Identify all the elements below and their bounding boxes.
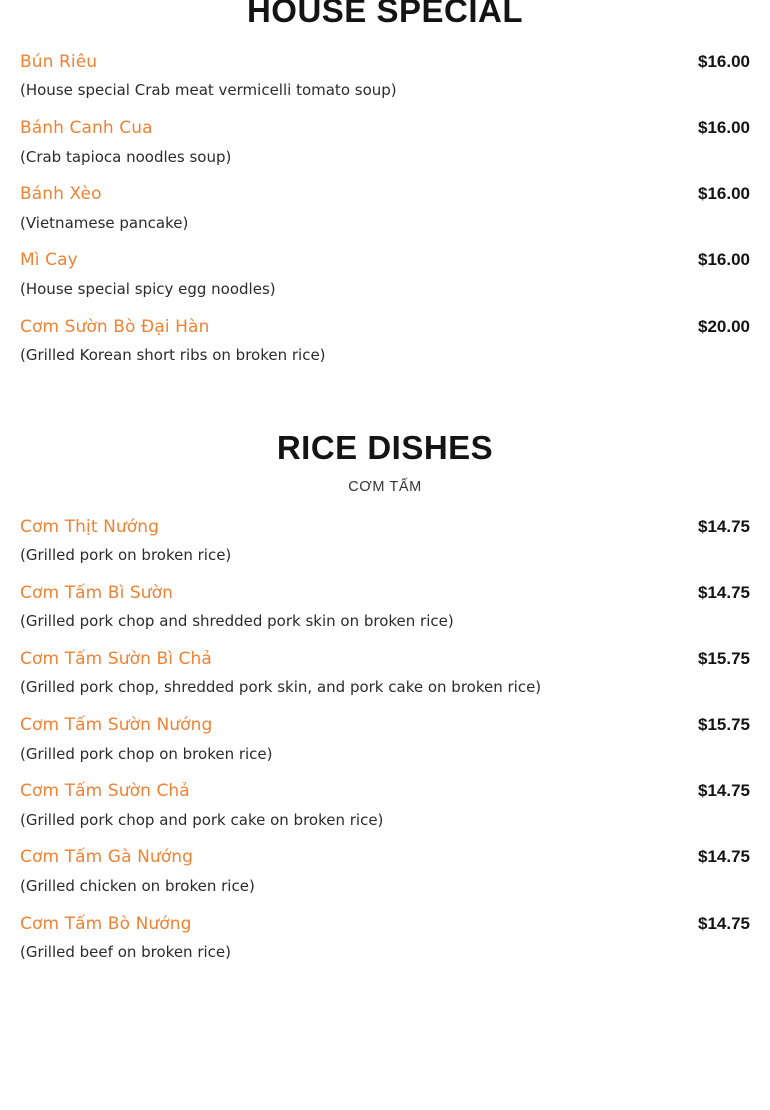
- section-title-house-special: HOUSE SPECIAL: [246, 0, 524, 29]
- menu-item-name: Bánh Xèo: [20, 184, 102, 205]
- section-items-rice-dishes: [20, 517, 750, 962]
- menu-item-name: Cơm Tấm Bò Nướng: [20, 913, 192, 934]
- menu-item-name: Cơm Tấm Sườn Chả: [20, 781, 190, 802]
- menu-item-row: [20, 184, 750, 204]
- section-items-house-special: [20, 52, 750, 365]
- menu-item-row: [20, 52, 750, 72]
- menu-item-price: $14.75: [698, 847, 750, 867]
- menu-item-price: $16.00: [698, 250, 750, 270]
- menu-item[interactable]: [20, 52, 750, 100]
- menu-item-name: Cơm Sườn Bò Đại Hàn: [20, 316, 210, 337]
- menu-item-price: $15.75: [698, 715, 750, 735]
- menu-item-description: (House special Crab meat vermicelli tomato soup): [20, 81, 397, 100]
- menu-item[interactable]: [20, 715, 750, 763]
- menu-item-name: Bánh Canh Cua: [20, 118, 153, 139]
- menu-item[interactable]: [20, 317, 750, 365]
- menu-item-price: $16.00: [698, 52, 750, 71]
- menu-item-description: (Grilled pork chop and pork cake on broken rice): [20, 810, 384, 829]
- menu-item-price: $14.75: [698, 913, 750, 933]
- menu-item-price: $16.00: [698, 118, 750, 138]
- menu-item-description: (House special spicy egg noodles): [20, 279, 276, 298]
- menu-item-price: $15.75: [698, 648, 750, 668]
- menu-item[interactable]: [20, 914, 750, 962]
- menu-item-description: (Grilled pork chop on broken rice): [20, 744, 273, 763]
- menu-item-name: Cơm Thịt Nướng: [20, 516, 160, 537]
- menu-item[interactable]: [20, 649, 750, 697]
- menu-item-row: [20, 781, 750, 801]
- section-title-rice-dishes: RICE DISHES: [276, 428, 494, 466]
- menu-item-description: (Grilled beef on broken rice): [20, 942, 231, 961]
- menu-item-description: (Grilled chicken on broken rice): [20, 876, 255, 895]
- menu-item-description: (Grilled Korean short ribs on broken rice): [20, 345, 326, 364]
- menu-item-row: [20, 847, 750, 867]
- menu-item[interactable]: [20, 118, 750, 166]
- menu-item-name: Cơm Tấm Sườn Nướng: [20, 715, 213, 736]
- menu-item-name: Cơm Tấm Sườn Bì Chả: [20, 648, 212, 669]
- menu-item-row: [20, 317, 750, 337]
- menu-item-row: [20, 715, 750, 735]
- menu-item-name: Mì Cay: [20, 250, 78, 271]
- menu-item-row: [20, 914, 750, 934]
- menu-item-price: $14.75: [698, 582, 750, 602]
- menu-item[interactable]: [20, 583, 750, 631]
- menu-item[interactable]: [20, 781, 750, 829]
- menu-item-price: $14.75: [698, 516, 750, 536]
- section-divider-space: [20, 383, 750, 429]
- menu-item-name: Bún Riêu: [20, 52, 98, 72]
- menu-item-row: [20, 118, 750, 138]
- menu-item-name: Cơm Tấm Bì Sườn: [20, 582, 174, 603]
- menu-item-description: (Grilled pork chop, shredded pork skin, and pork cake on broken rice): [20, 678, 542, 697]
- menu-item-row: [20, 517, 750, 537]
- menu-item-description: (Crab tapioca noodles soup): [20, 147, 232, 166]
- menu-item-description: (Vietnamese pancake): [20, 213, 189, 232]
- menu-item-row: [20, 649, 750, 669]
- menu-item-description: (Grilled pork chop and shredded pork skin on broken rice): [20, 612, 454, 631]
- menu-item-row: [20, 583, 750, 603]
- menu-item-price: $16.00: [698, 184, 750, 204]
- section-subtitle-rice-dishes: CƠM TẤM: [348, 478, 422, 495]
- menu-item-price: $14.75: [698, 781, 750, 801]
- menu-item-name: Cơm Tấm Gà Nướng: [20, 847, 194, 868]
- menu-item[interactable]: [20, 184, 750, 232]
- menu-item-row: [20, 250, 750, 270]
- menu-item-price: $20.00: [698, 316, 750, 336]
- menu-item-description: (Grilled pork on broken rice): [20, 546, 232, 565]
- menu-item[interactable]: [20, 250, 750, 298]
- menu-item[interactable]: [20, 517, 750, 565]
- menu-item[interactable]: [20, 847, 750, 895]
